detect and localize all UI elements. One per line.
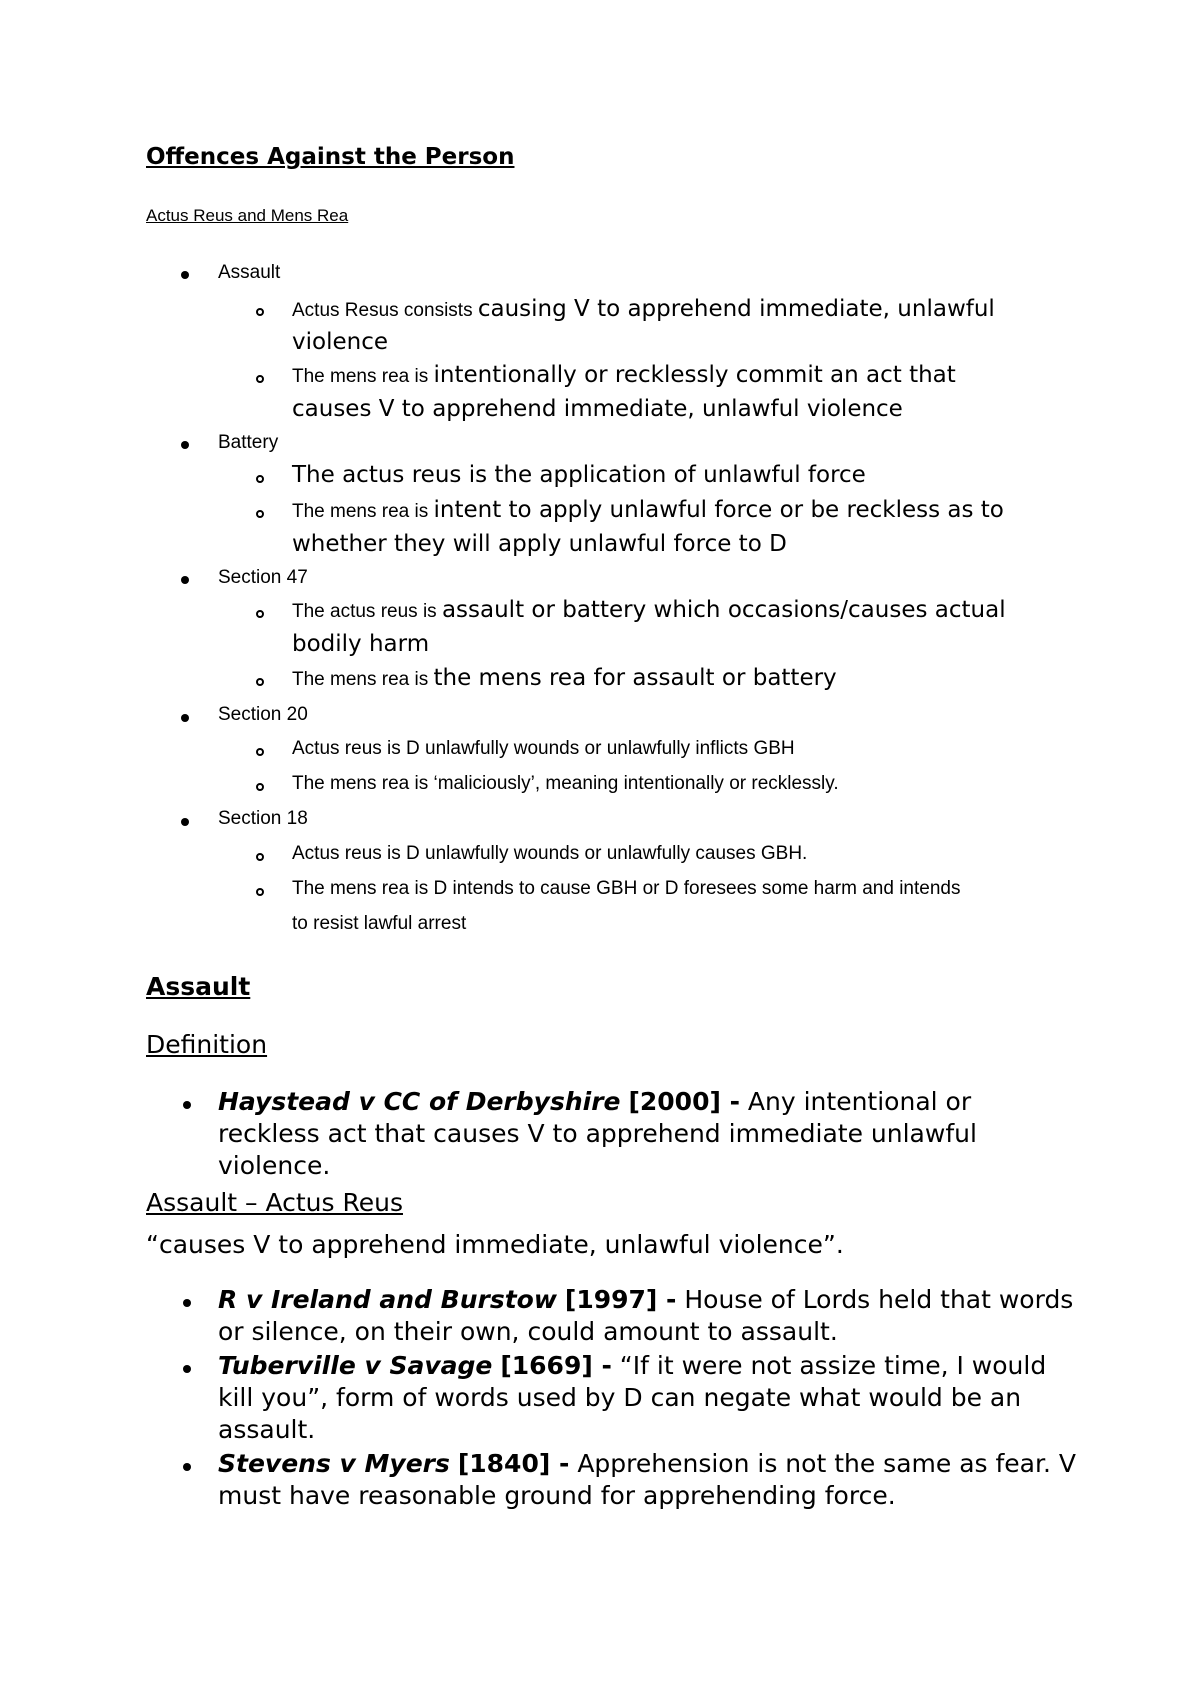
list-item: The actus reus is assault or battery which occasions/causes actual xyxy=(292,597,1006,623)
bullet-icon xyxy=(181,441,189,449)
case-text: Apprehension is not the same as fear. V must have reasonable ground for apprehending force. xyxy=(218,1449,1076,1510)
list-item: The mens rea is intent to apply unlawful force or be reckless as to xyxy=(292,497,1004,523)
case-name: Haystead v CC of Derbyshire xyxy=(218,1087,621,1116)
case-year: [1997] - xyxy=(564,1285,677,1314)
list-item: The mens rea is D intends to cause GBH or D foresees some harm and intends xyxy=(292,878,961,899)
list-item-continuation: bodily harm xyxy=(292,631,430,657)
case-year: [1840] - xyxy=(457,1449,570,1478)
circle-bullet-icon xyxy=(256,783,264,791)
offence-name-battery: Battery xyxy=(218,432,279,453)
case-name: R v Ireland and Burstow xyxy=(218,1285,557,1314)
list-item-continuation: to resist lawful arrest xyxy=(292,913,467,934)
section-subheading: Actus Reus and Mens Rea xyxy=(146,206,349,225)
case-text: Any intentional or reckless act that causes V to apprehend immediate unlawful violence. xyxy=(218,1087,977,1180)
assault-heading: Assault xyxy=(146,972,251,1001)
circle-bullet-icon xyxy=(256,678,264,686)
case-item xyxy=(218,1284,1078,1348)
case-text: “If it were not assize time, I would kill you”, form of words used by D can negate what would be an assault. xyxy=(218,1351,1047,1444)
offence-name-assault: Assault xyxy=(218,262,281,283)
case-text: House of Lords held that words or silence, on their own, could amount to assault. xyxy=(218,1285,1074,1346)
bullet-icon xyxy=(181,714,189,722)
case-item xyxy=(218,1448,1078,1512)
circle-bullet-icon xyxy=(256,853,264,861)
circle-bullet-icon xyxy=(256,375,264,383)
page-title: Offences Against the Person xyxy=(146,144,515,170)
circle-bullet-icon xyxy=(256,510,264,518)
circle-bullet-icon xyxy=(256,610,264,618)
list-item-continuation: violence xyxy=(292,329,388,355)
list-item: The actus reus is the application of unlawful force xyxy=(292,462,866,488)
case-name: Stevens v Myers xyxy=(218,1449,450,1478)
case-item xyxy=(218,1350,1078,1446)
bullet-icon xyxy=(181,576,189,584)
list-item: Actus Resus consists causing V to apprehend immediate, unlawful xyxy=(292,296,995,322)
offence-name-section-18: Section 18 xyxy=(218,808,308,829)
bullet-icon xyxy=(183,1365,191,1373)
list-item: Actus reus is D unlawfully wounds or unlawfully inflicts GBH xyxy=(292,738,795,759)
list-item: The mens rea is ‘maliciously’, meaning intentionally or recklessly. xyxy=(292,773,839,794)
actus-reus-heading: Assault – Actus Reus xyxy=(146,1188,403,1217)
circle-bullet-icon xyxy=(256,475,264,483)
offence-name-section-20: Section 20 xyxy=(218,704,308,725)
case-year: [1669] - xyxy=(500,1351,612,1380)
case-year: [2000] - xyxy=(628,1087,740,1116)
list-item: The mens rea is the mens rea for assault or battery xyxy=(292,665,837,691)
offence-name-section-47: Section 47 xyxy=(218,567,308,588)
definition-item xyxy=(218,1086,1078,1182)
circle-bullet-icon xyxy=(256,308,264,316)
bullet-icon xyxy=(181,271,189,279)
bullet-icon xyxy=(183,1299,191,1307)
list-item-continuation: causes V to apprehend immediate, unlawful violence xyxy=(292,396,903,422)
circle-bullet-icon xyxy=(256,888,264,896)
list-item: Actus reus is D unlawfully wounds or unlawfully causes GBH. xyxy=(292,843,808,864)
bullet-icon xyxy=(183,1463,191,1471)
circle-bullet-icon xyxy=(256,748,264,756)
bullet-icon xyxy=(181,818,189,826)
list-item-continuation: whether they will apply unlawful force to D xyxy=(292,531,787,557)
definition-heading: Definition xyxy=(146,1030,268,1059)
actus-reus-quote: “causes V to apprehend immediate, unlawful violence”. xyxy=(146,1230,844,1259)
bullet-icon xyxy=(183,1101,191,1109)
list-item: The mens rea is intentionally or recklessly commit an act that xyxy=(292,362,956,388)
case-name: Tuberville v Savage xyxy=(218,1351,493,1380)
